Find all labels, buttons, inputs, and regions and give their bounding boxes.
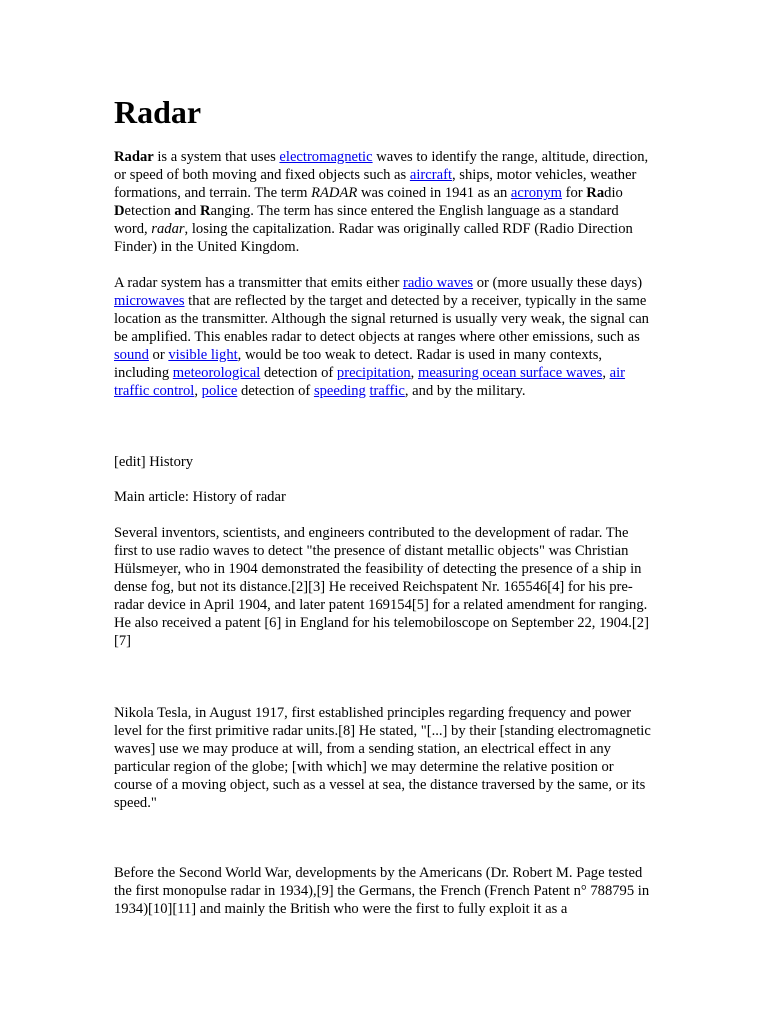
main-article-note: Main article: History of radar bbox=[114, 489, 286, 505]
page-title: Radar bbox=[114, 94, 202, 130]
link-speeding[interactable]: speeding bbox=[313, 383, 366, 399]
link-electromagnetic[interactable]: electromagnetic bbox=[279, 149, 373, 165]
link-traffic[interactable]: traffic bbox=[369, 383, 405, 399]
link-police[interactable]: police bbox=[201, 383, 238, 399]
link-measuring-ocean-surface-waves[interactable]: measuring ocean surface waves bbox=[417, 365, 603, 381]
link-precipitation[interactable]: precipitation bbox=[336, 365, 411, 381]
link-acronym[interactable]: acronym bbox=[510, 185, 562, 201]
link-microwaves[interactable]: microwaves bbox=[114, 293, 185, 309]
link-radio-waves[interactable]: radio waves bbox=[402, 275, 474, 291]
history-paragraph-tesla: Nikola Tesla, in August 1917, first established principles regarding frequency and power level for the first primitive radar units.[8] He stated, "[...] by their [standing electromagnetic waves] use we may produce at will, from a sending station, an electrical effect in any particular region of the globe; [with which] we may determine the relative position or course of a moving object, such as a vessel at sea, the distance traversed by the same, or its speed." bbox=[114, 705, 651, 811]
history-paragraph-wwii: Before the Second World War, developments by the Americans (Dr. Robert M. Page tested the first monopulse radar in 1934),[9] the Germans, the French (French Patent n° 788795 in 1934)[10][11] and mainly the British who were the first to fully exploit it as a bbox=[114, 865, 650, 917]
link-aircraft[interactable]: aircraft bbox=[409, 167, 452, 183]
bold-term: Radar bbox=[114, 149, 154, 165]
italic-radar: radar bbox=[151, 221, 185, 237]
link-meteorological[interactable]: meteorological bbox=[172, 365, 261, 381]
link-visible-light[interactable]: visible light bbox=[168, 347, 238, 363]
link-air-traffic-control[interactable]: air traffic control bbox=[114, 365, 626, 399]
intro-paragraph: Radar is a system that uses electromagnetic waves to identify the range, altitude, direction, or speed of both moving and fixed objects such as aircraft, ships, motor vehicles, weather formations, and terrain. The term RADAR was coined in 1941 as an acronym for Radio Detection and Ranging. The term has since entered the English language as a standard word, radar, losing the capitalization. Radar was originally called RDF (Radio Direction Finder) in the United Kingdom. bbox=[114, 149, 649, 255]
italic-radar-caps: RADAR bbox=[311, 185, 358, 201]
transmitter-paragraph: A radar system has a transmitter that emits either radio waves or (more usually these days) microwaves that are reflected by the target and detected by a receiver, typically in the same location as the transmitter. Although the signal returned is usually very weak, the signal can be amplified. This enables radar to detect objects at ranges where other emissions, such as sound or visible light, would be too weak to detect. Radar is used in many contexts, including meteorological detection of precipitation, measuring ocean surface waves, air traffic control, police detection of speeding traffic, and by the military. bbox=[114, 275, 649, 399]
link-sound[interactable]: sound bbox=[114, 347, 149, 363]
history-paragraph-hulsmeyer: Several inventors, scientists, and engineers contributed to the development of radar. The first to use radio waves to detect "the presence of distant metallic objects" was Christian Hülsmeyer, who in 1904 demonstrated the feasibility of detecting the presence of a ship in dense fog, but not its distance.[2][3] He received Reichspatent Nr. 165546[4] for his pre-radar device in April 1904, and later patent 169154[5] for a related amendment for ranging. He also received a patent [6] in England for his telemobiloscope on September 22, 1904.[2][7] bbox=[114, 525, 649, 649]
history-heading: [edit] History bbox=[114, 454, 194, 470]
